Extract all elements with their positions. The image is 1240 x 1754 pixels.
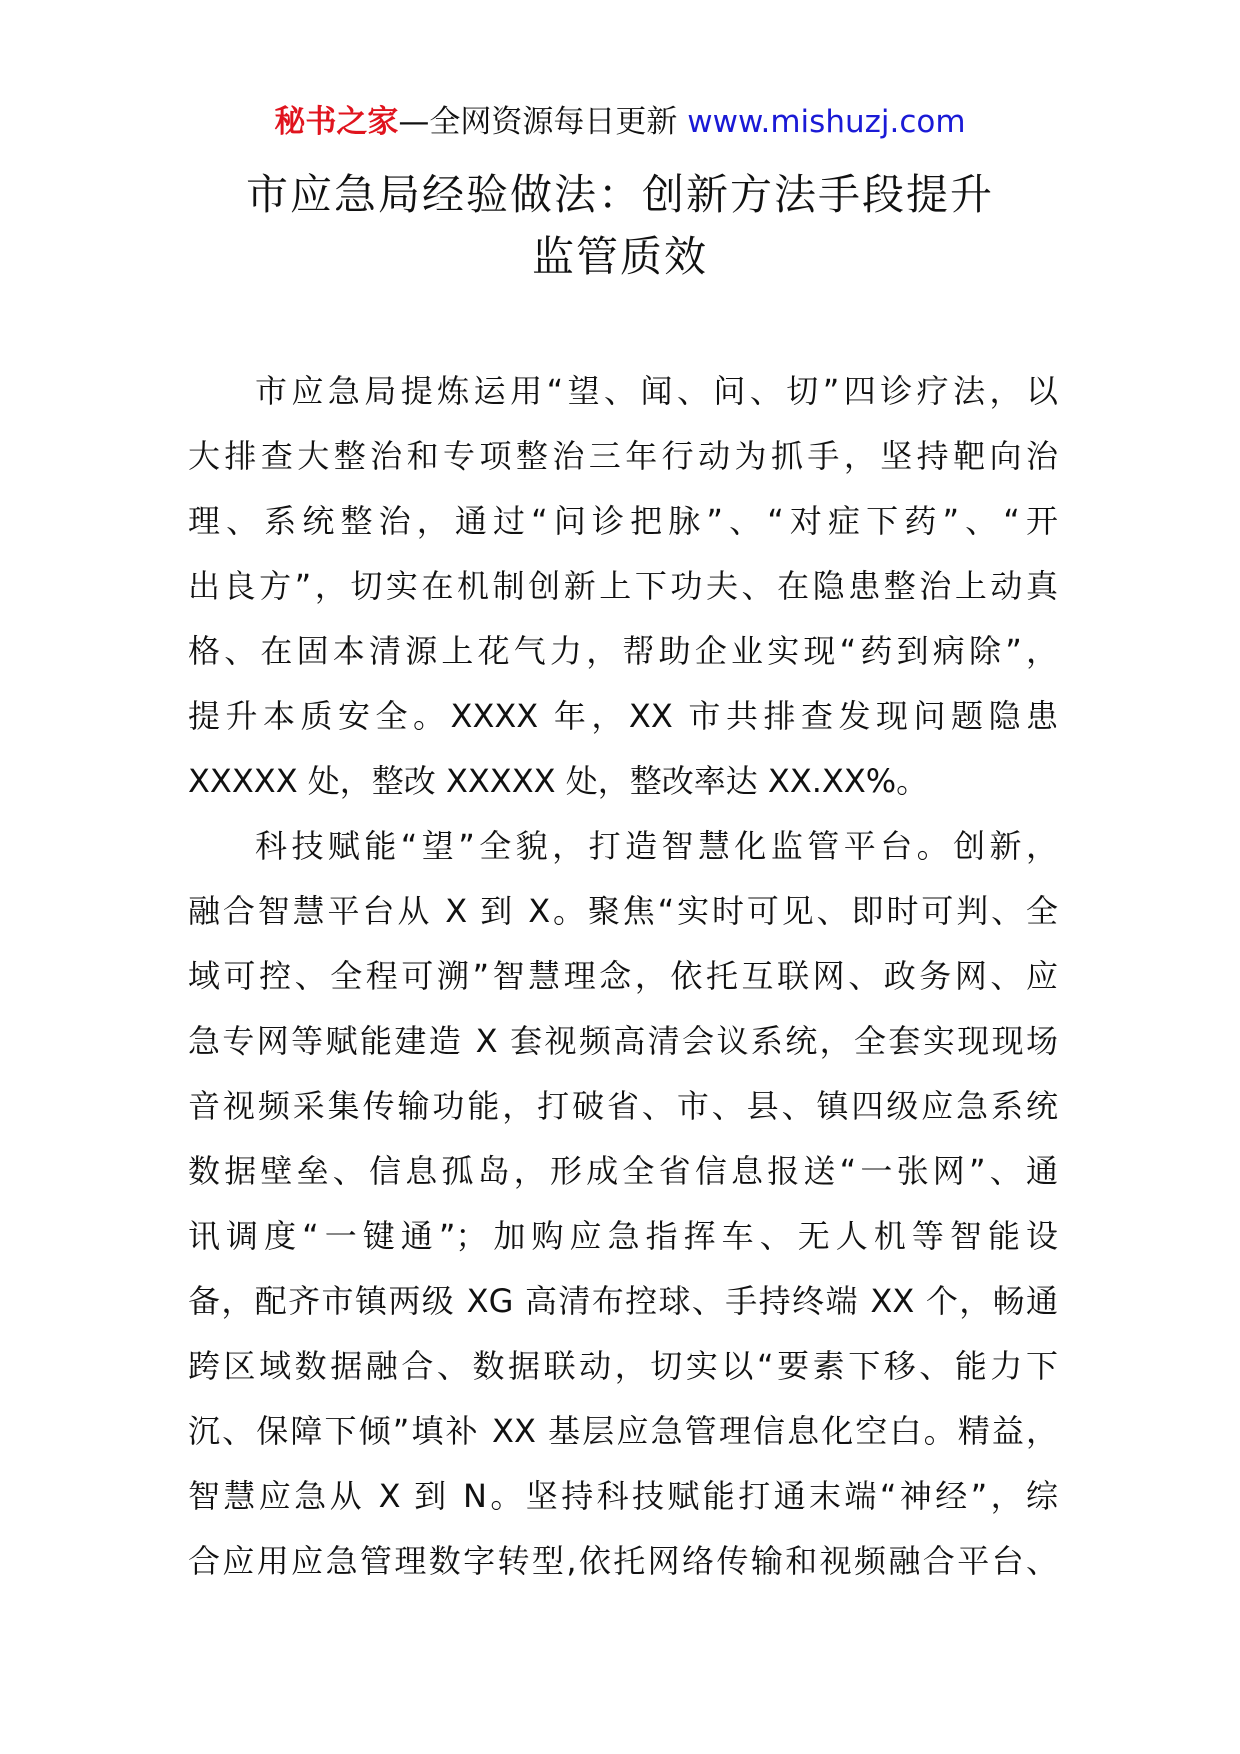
- paragraph-line: 市应急局提炼运用“望、闻、问、切”四诊疗法，以: [255, 372, 1058, 410]
- paragraph-line: 域可控、全程可溯”智慧理念，依托互联网、政务网、应: [188, 957, 1058, 995]
- document-body: [188, 359, 1058, 1594]
- paragraph-line: 出良方”，切实在机制创新上下功夫、在隐患整治上动真: [188, 567, 1058, 605]
- paragraph-line: 沉、保障下倾”填补 XX 基层应急管理信息化空白。精益，: [188, 1412, 1058, 1450]
- paragraph-line: 理、系统整治，通过“问诊把脉”、“对症下药”、“开: [188, 502, 1058, 540]
- paragraph-line: 大排查大整治和专项整治三年行动为抓手，坚持靶向治: [188, 437, 1058, 475]
- paragraph-line: 音视频采集传输功能，打破省、市、县、镇四级应急系统: [188, 1087, 1058, 1125]
- paragraph-line: 备，配齐市镇两级 XG 高清布控球、手持终端 XX 个，畅通: [188, 1282, 1058, 1320]
- paragraph: [188, 359, 1058, 814]
- paragraph-line: 提升本质安全。XXXX 年，XX 市共排查发现问题隐患: [188, 697, 1058, 735]
- paragraph-line: 智慧应急从 X 到 N。坚持科技赋能打通末端“神经”，综: [188, 1477, 1058, 1515]
- paragraph: [188, 814, 1058, 1594]
- paragraph-line: 跨区域数据融合、数据联动，切实以“要素下移、能力下: [188, 1347, 1058, 1385]
- paragraph-line: 数据壁垒、信息孤岛，形成全省信息报送“一张网”、通: [188, 1152, 1058, 1190]
- paragraph-line: 科技赋能“望”全貌，打造智慧化监管平台。创新，: [255, 827, 1058, 865]
- header-slogan: —全网资源每日更新: [398, 104, 688, 140]
- site-header: [0, 100, 1240, 144]
- paragraph-line: XXXXX 处，整改 XXXXX 处，整改率达 XX.XX%。: [188, 762, 929, 800]
- title-line: 市应急局经验做法：创新方法手段提升: [245, 170, 994, 219]
- paragraph-line: 急专网等赋能建造 X 套视频高清会议系统，全套实现现场: [188, 1022, 1058, 1060]
- document-title: [140, 164, 1100, 288]
- paragraph-line: 格、在固本清源上花气力，帮助企业实现“药到病除”，: [188, 632, 1058, 670]
- paragraph-line: 合应用应急管理数字转型,依托网络传输和视频融合平台、: [188, 1542, 1058, 1580]
- paragraph-line: 讯调度“一键通”；加购应急指挥车、无人机等智能设: [188, 1217, 1058, 1255]
- title-line: 监管质效: [531, 232, 708, 281]
- paragraph-line: 融合智慧平台从 X 到 X。聚焦“实时可见、即时可判、全: [188, 892, 1058, 930]
- header-url-link[interactable]: www.mishuzj.com: [687, 104, 966, 140]
- brand-name: 秘书之家: [274, 104, 399, 140]
